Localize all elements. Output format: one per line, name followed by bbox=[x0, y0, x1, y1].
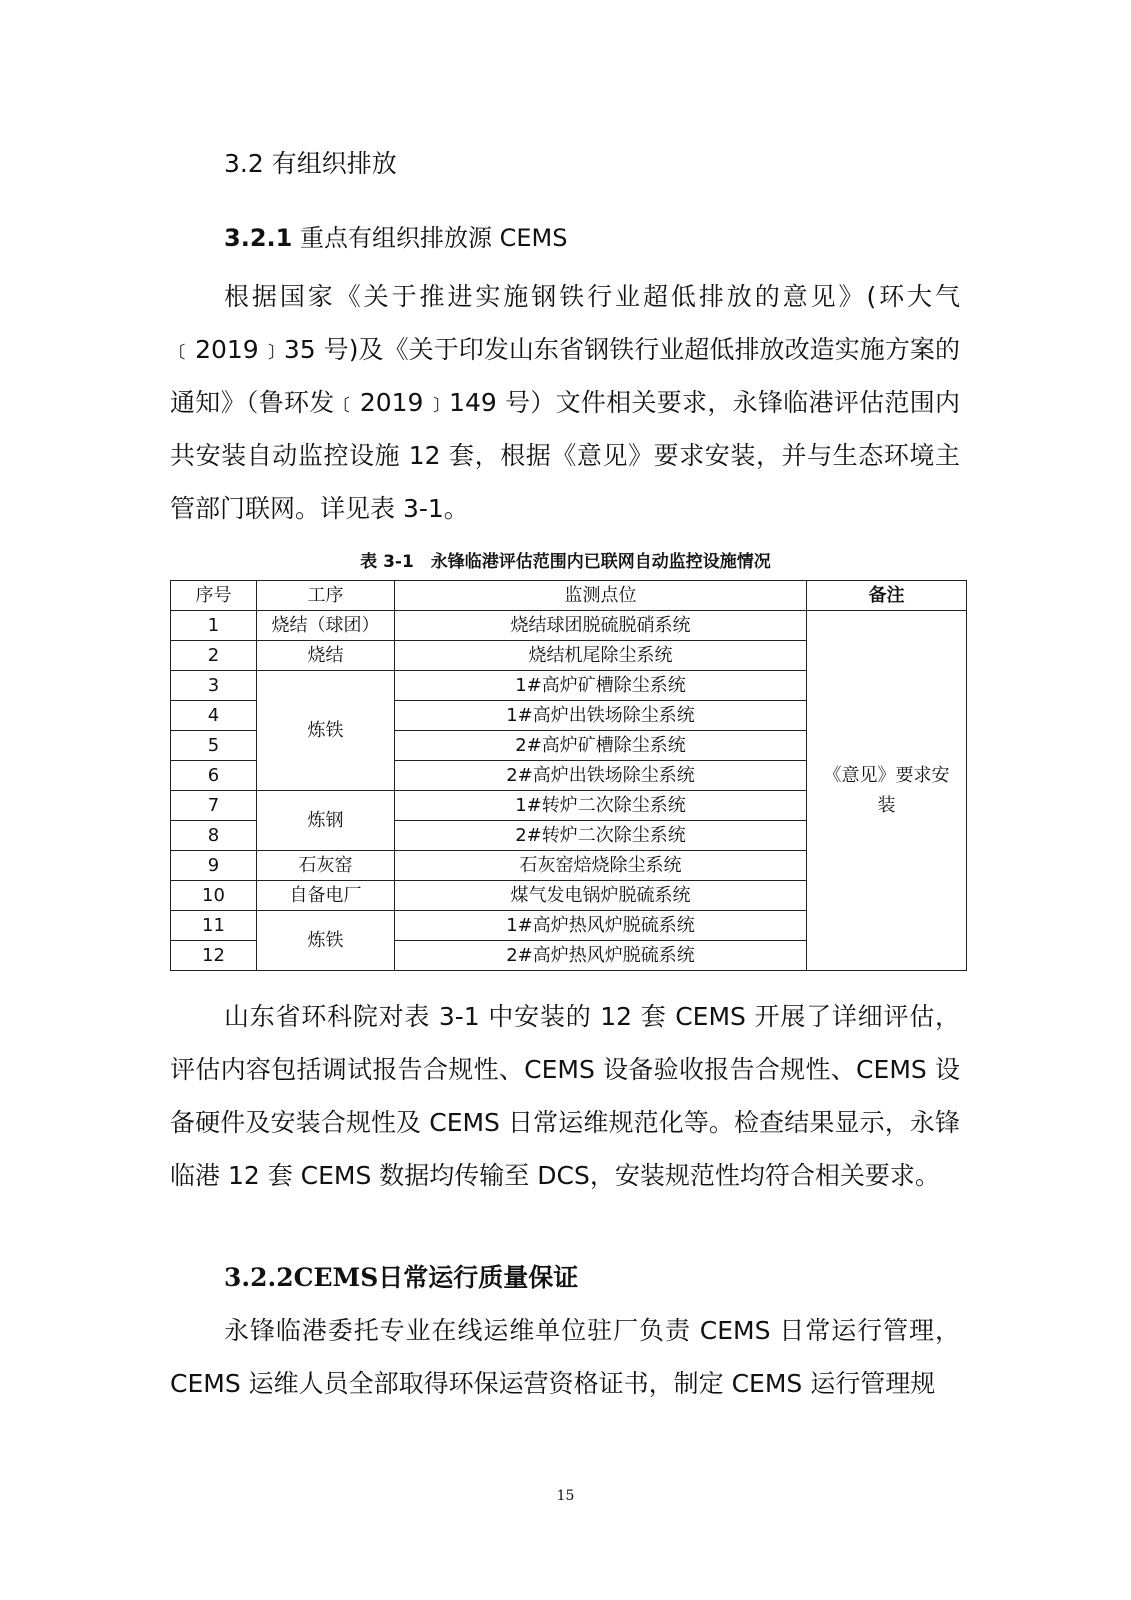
cell-no: 5 bbox=[171, 731, 257, 761]
cell-point: 1#高炉热风炉脱硫系统 bbox=[395, 911, 807, 941]
header-note: 备注 bbox=[807, 581, 967, 611]
cell-no: 9 bbox=[171, 851, 257, 881]
subsection-title: 重点有组织排放源 CEMS bbox=[299, 224, 568, 252]
cell-no: 3 bbox=[171, 671, 257, 701]
paragraph-2: 山东省环科院对表 3-1 中安装的 12 套 CEMS 开展了详细评估，评估内容包括调试报告合规性、CEMS 设备验收报告合规性、CEMS 设备硬件及安装合规性及 CEMS 日常运维规范化等。检查结果显示，永锋临港 12 套 CEMS 数据均传输至 DCS，安装规范性均符合相关要求。 bbox=[170, 1002, 960, 1190]
subsection-heading-2: 3.2.2CEMS日常运行质量保证 bbox=[224, 1263, 579, 1292]
section-title: 有组织排放 bbox=[271, 149, 397, 178]
subsection-heading-1 bbox=[224, 222, 567, 254]
cell-point: 1#高炉出铁场除尘系统 bbox=[395, 701, 807, 731]
cell-point: 1#转炉二次除尘系统 bbox=[395, 791, 807, 821]
header-no: 序号 bbox=[171, 581, 257, 611]
section-heading bbox=[224, 148, 397, 180]
cell-point: 2#高炉出铁场除尘系统 bbox=[395, 761, 807, 791]
cell-point: 石灰窑焙烧除尘系统 bbox=[395, 851, 807, 881]
paragraph-1: 根据国家《关于推进实施钢铁行业超低排放的意见》(环大气﹝2019﹞35 号)及《关于印发山东省钢铁行业超低排放改造实施方案的通知》（鲁环发﹝2019﹞149 号）文件相关要求，永锋临港评估范围内共安装自动监控设施 12 套，根据《意见》要求安装，并与生态环境主管部门联网。详见表 3-1。 bbox=[170, 282, 960, 523]
section-number: 3.2 bbox=[224, 149, 264, 178]
cell-no: 1 bbox=[171, 611, 257, 641]
cell-process: 炼铁 bbox=[257, 911, 395, 971]
paragraph-3: 永锋临港委托专业在线运维单位驻厂负责 CEMS 日常运行管理，CEMS 运维人员全部取得环保运营资格证书，制定 CEMS 运行管理规 bbox=[170, 1316, 960, 1398]
cell-no: 4 bbox=[171, 701, 257, 731]
cell-point: 2#转炉二次除尘系统 bbox=[395, 821, 807, 851]
cell-no: 2 bbox=[171, 641, 257, 671]
cell-process: 炼铁 bbox=[257, 671, 395, 791]
table-row bbox=[171, 611, 967, 641]
cell-point: 2#高炉热风炉脱硫系统 bbox=[395, 941, 807, 971]
cell-point: 2#高炉矿槽除尘系统 bbox=[395, 731, 807, 761]
cell-point: 烧结球团脱硫脱硝系统 bbox=[395, 611, 807, 641]
cell-process: 烧结 bbox=[257, 641, 395, 671]
table-caption: 表 3-1 永锋临港评估范围内已联网自动监控设施情况 bbox=[360, 552, 771, 572]
subsection-number: 3.2.1 bbox=[224, 224, 293, 252]
cell-point: 1#高炉矿槽除尘系统 bbox=[395, 671, 807, 701]
cell-process: 炼钢 bbox=[257, 791, 395, 851]
cell-no: 8 bbox=[171, 821, 257, 851]
cell-point: 烧结机尾除尘系统 bbox=[395, 641, 807, 671]
monitoring-table bbox=[170, 580, 967, 971]
cell-process: 自备电厂 bbox=[257, 881, 395, 911]
cell-no: 10 bbox=[171, 881, 257, 911]
cell-note: 《意见》要求安装 bbox=[807, 611, 967, 971]
table-header-row bbox=[171, 581, 967, 611]
cell-point: 煤气发电锅炉脱硫系统 bbox=[395, 881, 807, 911]
header-point: 监测点位 bbox=[395, 581, 807, 611]
cell-process: 烧结（球团） bbox=[257, 611, 395, 641]
cell-no: 11 bbox=[171, 911, 257, 941]
cell-no: 12 bbox=[171, 941, 257, 971]
cell-no: 7 bbox=[171, 791, 257, 821]
cell-no: 6 bbox=[171, 761, 257, 791]
cell-process: 石灰窑 bbox=[257, 851, 395, 881]
page-number: 15 bbox=[556, 1488, 575, 1504]
header-process: 工序 bbox=[257, 581, 395, 611]
